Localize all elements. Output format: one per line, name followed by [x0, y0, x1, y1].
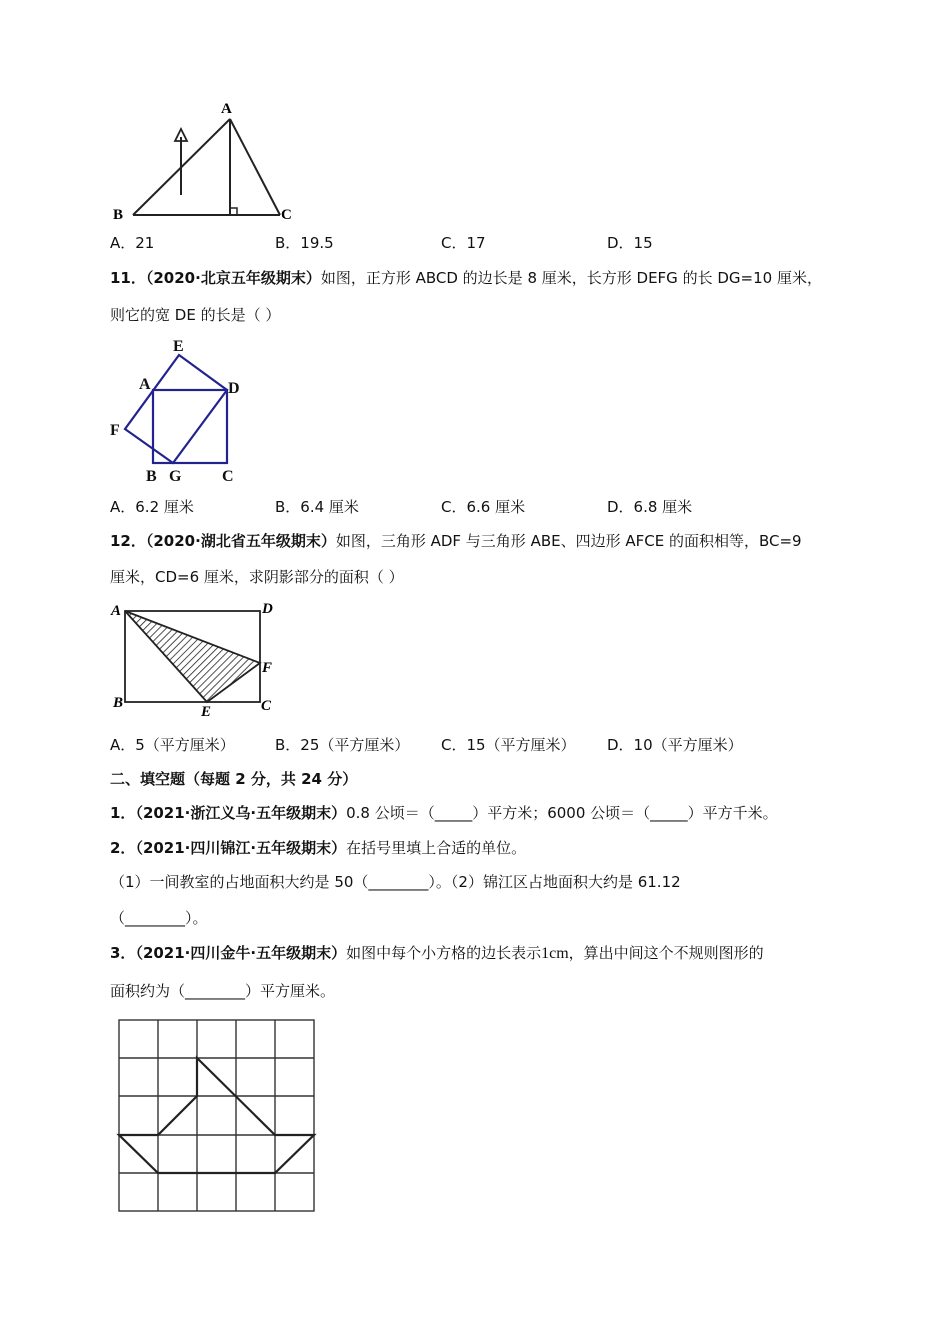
option-a: A．6.2 厘米 [110, 498, 194, 516]
label-f: F [110, 422, 120, 439]
option-a: A．21 [110, 234, 155, 252]
question-text: 如图中每个小方格的边长表示 [346, 944, 542, 962]
label-f: F [262, 660, 273, 676]
section-title: 二、填空题（每题 2 分，共 24 分） [110, 770, 358, 788]
option-d: D．10（平方厘米） [607, 736, 743, 754]
triangle-figure [105, 95, 305, 227]
question-12-line2: 厘米，CD=6 厘米，求阴影部分的面积（ ） [110, 568, 404, 586]
label-a: A [139, 376, 151, 393]
option-c: C．15（平方厘米） [441, 736, 576, 754]
option-b: B．25（平方厘米） [275, 736, 410, 754]
option-b: B．6.4 厘米 [275, 498, 359, 516]
question-source: （2021·四川锦江·五年级期末） [135, 839, 347, 857]
label-b: B [113, 695, 124, 711]
label-g: G [169, 468, 182, 485]
option-c: C．6.6 厘米 [441, 498, 526, 516]
option-d: D．15 [607, 234, 653, 252]
question-number: 11． [110, 269, 146, 287]
rectangle-shaded-figure [105, 597, 295, 722]
question-text: 0.8 公顷＝（_____）平方米；6000 公顷＝（_____）平方千米。 [346, 804, 778, 822]
question-12 [110, 530, 802, 552]
grid-figure [105, 1010, 325, 1220]
option-c: C．17 [441, 234, 486, 252]
label-a: A [111, 603, 122, 619]
fill-question-3 [110, 942, 764, 965]
question-text: 在括号里填上合适的单位。 [346, 839, 527, 857]
label-e: E [201, 704, 212, 720]
question-text: 如图，三角形 ADF 与三角形 ABE、四边形 AFCE 的面积相等，BC=9 [335, 532, 802, 550]
question-number: 3． [110, 944, 136, 962]
question-number: 12． [110, 532, 146, 550]
label-b: B [113, 207, 124, 223]
question-source: （2021·浙江义乌·五年级期末） [135, 804, 347, 822]
question-source: （2020·湖北省五年级期末） [145, 532, 336, 550]
label-c: C [222, 468, 234, 485]
label-e: E [173, 338, 184, 355]
label-d: D [262, 601, 273, 617]
label-c: C [261, 698, 272, 714]
question-text: 如图，正方形 ABCD 的边长是 8 厘米，长方形 DEFG 的长 DG=10 厘米， [320, 269, 822, 287]
fill-question-2 [110, 837, 526, 859]
question-source: （2021·四川金牛·五年级期末） [135, 944, 347, 962]
fill-question-2-sub2: （________）。 [110, 909, 208, 927]
fill-question-3-line2: 面积约为（________）平方厘米。 [110, 982, 336, 1000]
question-number: 1． [110, 804, 136, 822]
question-number: 2． [110, 839, 136, 857]
label-b: B [146, 468, 157, 485]
fill-question-1 [110, 802, 778, 824]
option-d: D．6.8 厘米 [607, 498, 693, 516]
question-11 [110, 267, 822, 289]
label-d: D [228, 380, 240, 397]
option-b: B．19.5 [275, 234, 334, 252]
question-11-line2: 则它的宽 DE 的长是（ ） [110, 306, 281, 324]
square-rectangle-figure [105, 335, 255, 490]
fill-question-2-sub1: （1）一间教室的占地面积大约是 50（________）。（2）锦江区占地面积大约是 61.12 [110, 873, 681, 891]
question-source: （2020·北京五年级期末） [145, 269, 321, 287]
question-text-b: ，算出中间这个不规则图形的 [568, 944, 764, 962]
label-a: A [221, 101, 232, 117]
label-c: C [281, 207, 292, 223]
unit-text: 1cm [541, 945, 569, 962]
option-a: A．5（平方厘米） [110, 736, 235, 754]
